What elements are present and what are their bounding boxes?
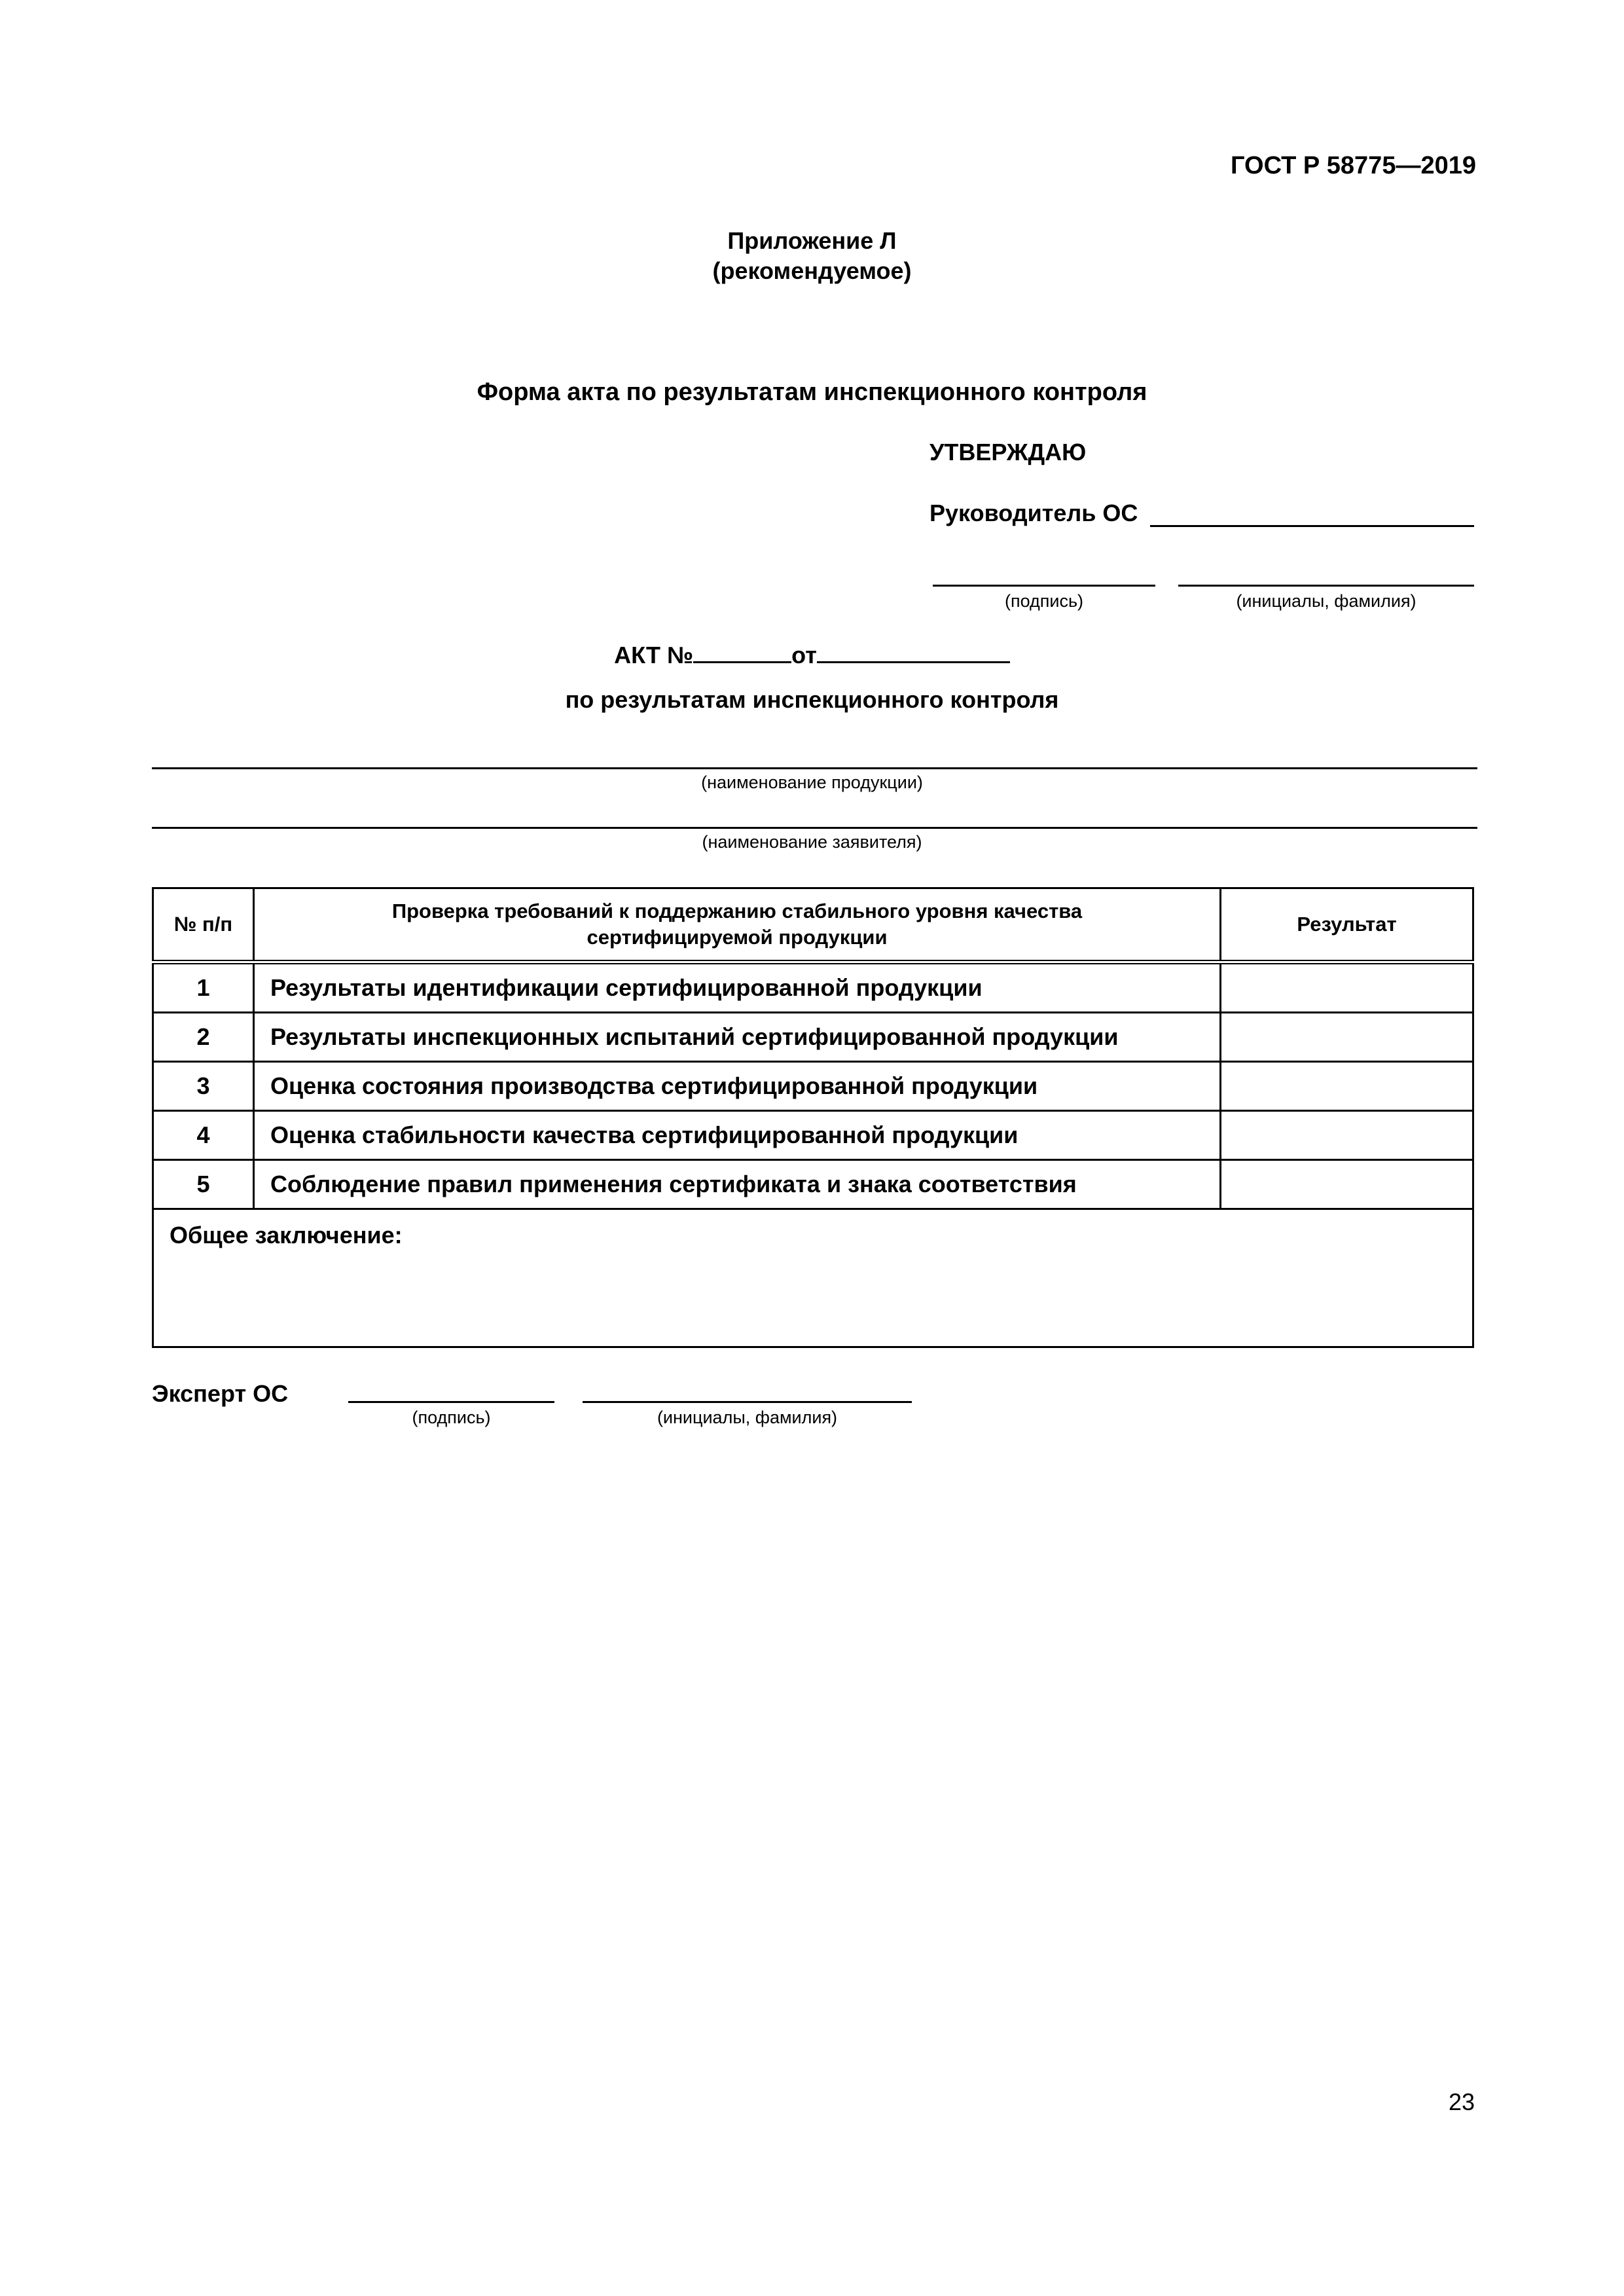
row-result-cell: [1221, 1062, 1473, 1111]
standard-code: ГОСТ Р 58775—2019: [1231, 152, 1476, 179]
row-result-cell: [1221, 1111, 1473, 1160]
annex-heading: [0, 226, 1624, 286]
act-date-blank: [817, 642, 1010, 663]
header-check-text: Проверка требований к поддержанию стабильного уровня качества сертифицируемой продукции: [391, 900, 1083, 949]
table-row: [153, 1160, 1473, 1209]
row-number: 1: [153, 962, 254, 1013]
expert-name-caption: (инициалы, фамилия): [657, 1408, 838, 1427]
approval-name-caption: (инициалы, фамилия): [1236, 591, 1416, 611]
expert-label: Эксперт ОС: [152, 1380, 289, 1407]
row-number: 3: [153, 1062, 254, 1111]
expert-name-blank: [583, 1401, 912, 1403]
annex-title: Приложение Л: [727, 227, 897, 254]
approval-signature-blank: [933, 585, 1155, 587]
inspection-checks-table: [152, 887, 1474, 1348]
row-number: 5: [153, 1160, 254, 1209]
applicant-name-blank: [152, 827, 1477, 829]
row-result-cell: [1221, 962, 1473, 1013]
conclusion-row: [153, 1209, 1473, 1347]
product-name-blank: [152, 767, 1477, 769]
row-check-text: Оценка состояния производства сертифицированной продукции: [254, 1062, 1221, 1111]
expert-signature-caption: (подпись): [412, 1408, 491, 1427]
header-number: № п/п: [153, 888, 254, 962]
act-number-blank: [693, 642, 791, 663]
general-conclusion-label: Общее заключение:: [153, 1209, 1473, 1347]
approval-signature-caption: (подпись): [1004, 591, 1084, 611]
row-check-text: Оценка стабильности качества сертифицированной продукции: [254, 1111, 1221, 1160]
page-number: 23: [1448, 2088, 1475, 2115]
expert-signature-blank: [348, 1401, 554, 1403]
row-result-cell: [1221, 1160, 1473, 1209]
table-row: [153, 1111, 1473, 1160]
product-name-caption: (наименование продукции): [701, 773, 923, 792]
table-row: [153, 962, 1473, 1013]
act-date-label: от: [791, 642, 817, 668]
row-check-text: Соблюдение правил применения сертификата и знака соответствия: [254, 1160, 1221, 1209]
header-result: Результат: [1221, 888, 1473, 962]
table-row: [153, 1062, 1473, 1111]
row-check-text: Результаты идентификации сертифицированной продукции: [254, 962, 1221, 1013]
applicant-name-caption: (наименование заявителя): [702, 832, 922, 852]
table-row: [153, 1013, 1473, 1062]
row-number: 4: [153, 1111, 254, 1160]
head-of-os-label: Руководитель ОС: [929, 500, 1138, 526]
form-title: Форма акта по результатам инспекционного контроля: [477, 378, 1147, 406]
header-check: [254, 888, 1221, 962]
row-number: 2: [153, 1013, 254, 1062]
approval-name-blank: [1178, 585, 1474, 587]
row-result-cell: [1221, 1013, 1473, 1062]
act-number-label: АКТ №: [614, 642, 694, 668]
annex-type: (рекомендуемое): [712, 257, 912, 284]
act-number-line: [0, 642, 1624, 669]
table-header-row: [153, 888, 1473, 962]
approve-stamp: УТВЕРЖДАЮ: [929, 439, 1087, 465]
head-of-os-blank: [1150, 525, 1474, 527]
act-subtitle: по результатам инспекционного контроля: [565, 686, 1059, 713]
row-check-text: Результаты инспекционных испытаний сертифицированной продукции: [254, 1013, 1221, 1062]
